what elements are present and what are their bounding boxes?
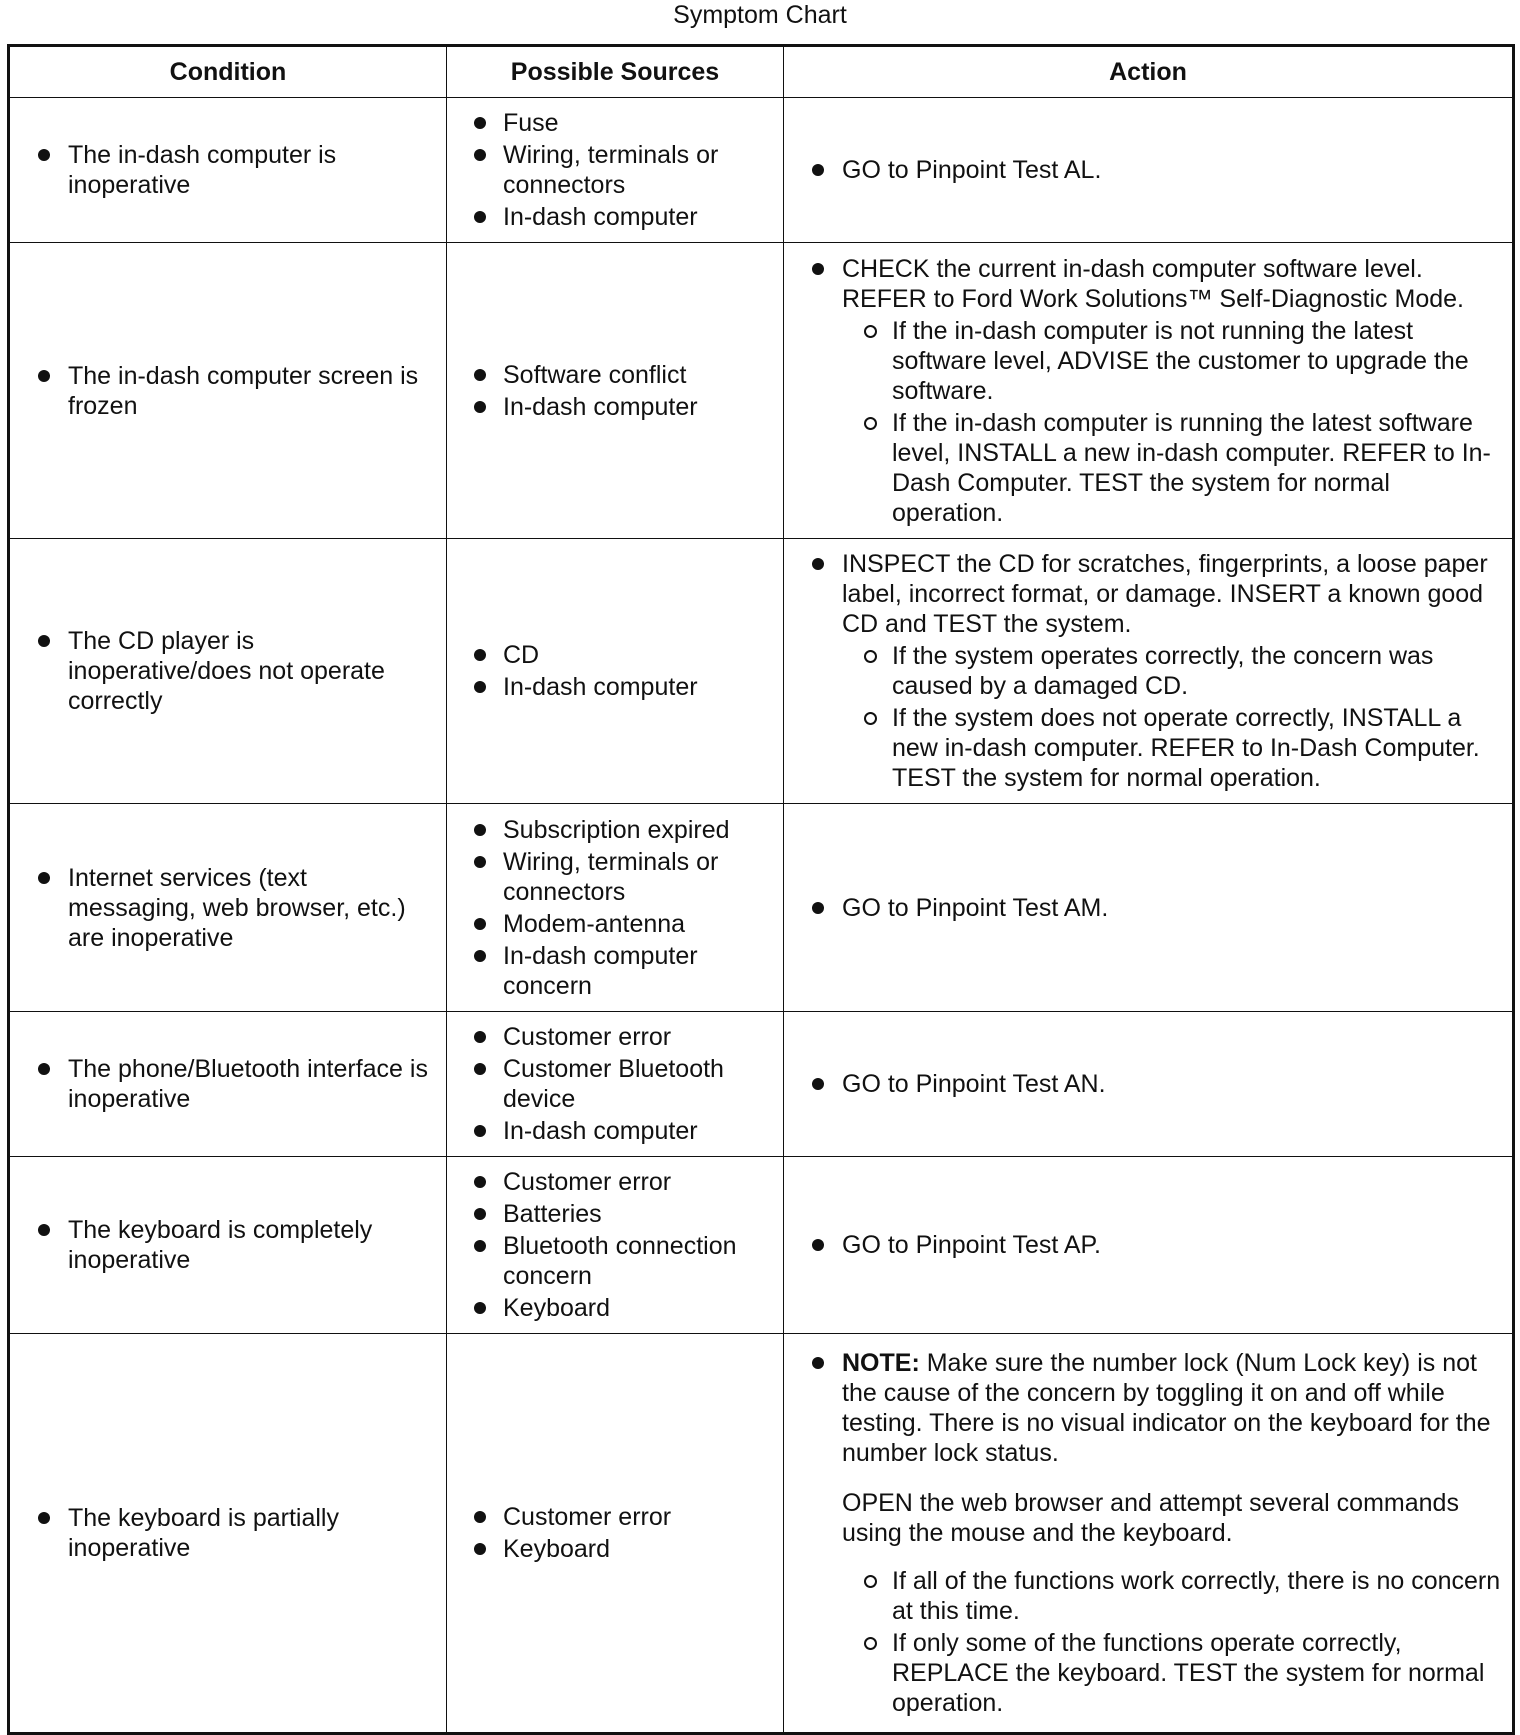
header-row [9,46,1514,98]
note-text: Make sure the number lock (Num Lock key) is not the cause of the concern by toggling it on and off while testing. There is no visual indicator on the keyboard for the number lock status. [842,1349,1491,1467]
action-item [794,254,1502,528]
sources-cell [447,1012,784,1157]
condition-cell [9,539,447,804]
sub-action-item: If all of the functions work correctly, there is no concern at this time. [842,1566,1502,1626]
condition-cell [9,1334,447,1734]
sub-action-item: If the in-dash computer is not running the latest software level, ADVISE the customer to upgrade the software. [842,316,1502,406]
action-text: CHECK the current in-dash computer software level. REFER to Ford Work Solutions™ Self-Diagnostic Mode. [842,254,1464,313]
action-text: GO to Pinpoint Test AM. [794,893,1502,923]
condition-text: Internet services (text messaging, web browser, etc.) are inoperative [20,863,436,953]
source-item: Customer error [457,1502,773,1532]
table-row [9,98,1514,243]
sources-cell [447,539,784,804]
source-item: In-dash computer [457,1116,773,1146]
source-item: Subscription expired [457,815,773,845]
action-cell [784,1334,1514,1734]
sources-cell [447,1157,784,1334]
action-cell [784,804,1514,1012]
note-label: NOTE: [842,1349,920,1377]
sub-action-item: If the in-dash computer is running the latest software level, INSTALL a new in-dash computer. REFER to In-Dash Computer. TEST the system for normal operation. [842,408,1502,528]
table-row [9,804,1514,1012]
sub-action-item: If the system operates correctly, the concern was caused by a damaged CD. [842,641,1502,701]
source-item: Customer error [457,1167,773,1197]
action-item [794,549,1502,793]
action-text: GO to Pinpoint Test AP. [794,1230,1502,1260]
source-item: Bluetooth connection concern [457,1231,773,1291]
action-cell [784,1157,1514,1334]
action-text: INSPECT the CD for scratches, fingerprints, a loose paper label, incorrect format, or damage. INSERT a known good CD and TEST the system. [842,550,1488,638]
source-item: Keyboard [457,1293,773,1323]
condition-text: The in-dash computer screen is frozen [20,361,436,421]
source-item: In-dash computer [457,392,773,422]
source-item: In-dash computer [457,672,773,702]
action-cell [784,243,1514,539]
action-paragraph: OPEN the web browser and attempt several commands using the mouse and the keyboard. [842,1489,1459,1547]
header-action: Action [784,46,1514,98]
table-row [9,243,1514,539]
action-cell [784,539,1514,804]
sources-cell [447,243,784,539]
condition-cell [9,804,447,1012]
source-item: Keyboard [457,1534,773,1564]
source-item: In-dash computer [457,202,773,232]
header-possible-sources: Possible Sources [447,46,784,98]
source-item: In-dash computer concern [457,941,773,1001]
condition-text: The CD player is inoperative/does not operate correctly [20,626,436,716]
table-row [9,1012,1514,1157]
condition-text: The in-dash computer is inoperative [20,140,436,200]
action-item [794,1348,1502,1718]
sub-action-item: If the system does not operate correctly, INSTALL a new in-dash computer. REFER to In-Dash Computer. TEST the system for normal operation. [842,703,1502,793]
condition-cell [9,1157,447,1334]
action-text: GO to Pinpoint Test AN. [794,1069,1502,1099]
header-condition: Condition [9,46,447,98]
table-row [9,1334,1514,1734]
condition-text: The keyboard is partially inoperative [20,1503,436,1563]
chart-title: Symptom Chart [673,1,847,29]
table-row [9,539,1514,804]
source-item: Customer Bluetooth device [457,1054,773,1114]
action-cell [784,98,1514,243]
action-cell [784,1012,1514,1157]
source-item: Wiring, terminals or connectors [457,847,773,907]
condition-text: The keyboard is completely inoperative [20,1215,436,1275]
source-item: Software conflict [457,360,773,390]
source-item: Wiring, terminals or connectors [457,140,773,200]
condition-cell [9,98,447,243]
condition-cell [9,243,447,539]
source-item: Modem-antenna [457,909,773,939]
symptom-table [7,44,1515,1735]
condition-cell [9,1012,447,1157]
source-item: Batteries [457,1199,773,1229]
action-text: GO to Pinpoint Test AL. [794,155,1502,185]
sources-cell [447,804,784,1012]
sources-cell [447,1334,784,1734]
condition-text: The phone/Bluetooth interface is inoperative [20,1054,436,1114]
sub-action-item: If only some of the functions operate correctly, REPLACE the keyboard. TEST the system for normal operation. [842,1628,1502,1718]
source-item: CD [457,640,773,670]
sources-cell [447,98,784,243]
table-row [9,1157,1514,1334]
source-item: Fuse [457,108,773,138]
source-item: Customer error [457,1022,773,1052]
